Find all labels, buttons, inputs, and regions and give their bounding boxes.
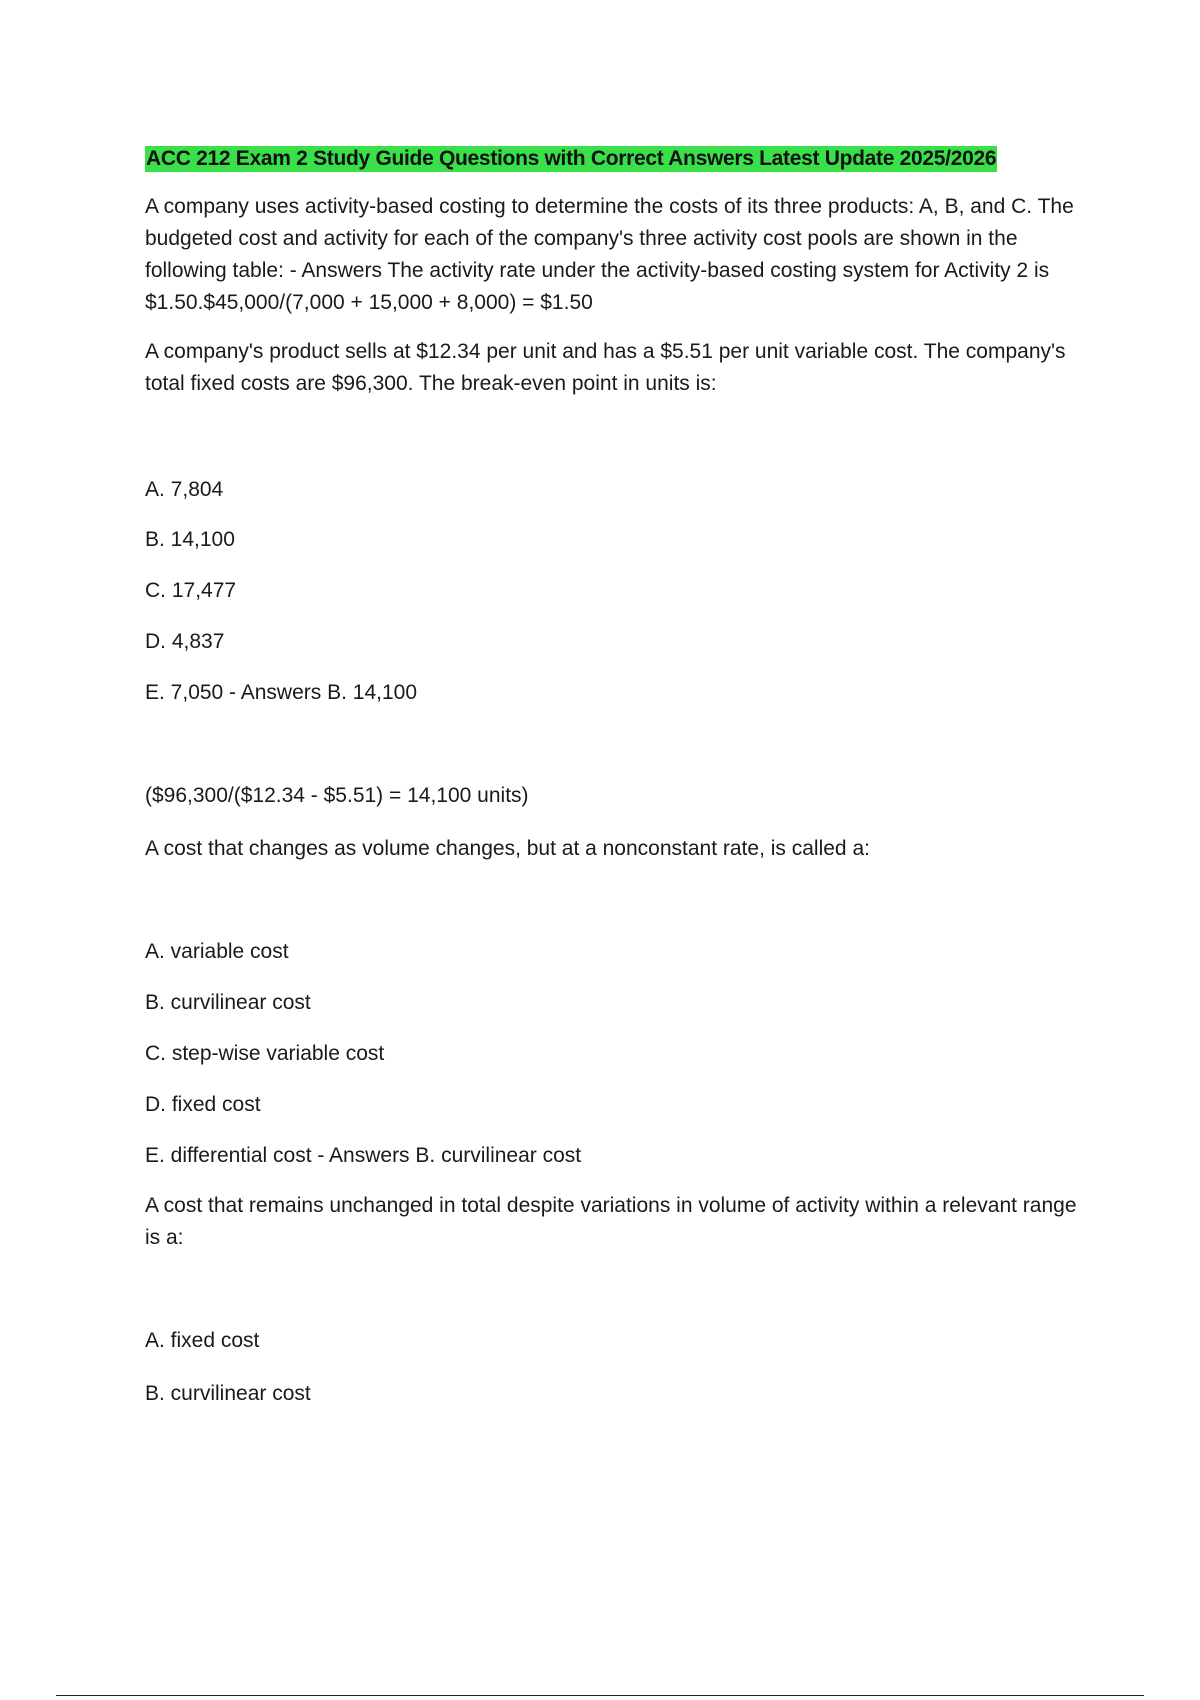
question-2-option-b: B. 14,100 xyxy=(145,528,235,551)
question-2-option-a: A. 7,804 xyxy=(145,478,224,501)
question-4-option-a: A. fixed cost xyxy=(145,1329,260,1352)
question-2-option-c: C. 17,477 xyxy=(145,579,237,602)
question-3-option-e: E. differential cost - Answers B. curvilinear cost xyxy=(145,1144,582,1167)
footer-divider xyxy=(56,1695,1144,1696)
question-2-explanation: ($96,300/($12.34 - $5.51) = 14,100 units) xyxy=(145,784,529,807)
question-2-option-e: E. 7,050 - Answers B. 14,100 xyxy=(145,681,417,704)
question-1-text: A company uses activity-based costing to determine the costs of its three products: A, B, and C. The budgeted cost and activity for each of the company's three activity cost pools are shown in the following table: - Answers The activity rate under the activity-based costing system for Activity 2 is $1.50.$45,000/(7,000 + 15,000 + 8,000) = $1.50 xyxy=(145,195,1074,314)
question-3-option-a: A. variable cost xyxy=(145,940,289,963)
document-title: ACC 212 Exam 2 Study Guide Questions with Correct Answers Latest Update 2025/2026 xyxy=(146,147,997,170)
question-3-option-b: B. curvilinear cost xyxy=(145,991,311,1014)
question-4-option-b: B. curvilinear cost xyxy=(145,1382,311,1405)
question-3-option-c: C. step-wise variable cost xyxy=(145,1042,385,1065)
question-3-option-d: D. fixed cost xyxy=(145,1093,261,1116)
question-3-text: A cost that changes as volume changes, but at a nonconstant rate, is called a: xyxy=(145,837,870,860)
question-2-text: A company's product sells at $12.34 per unit and has a $5.51 per unit variable cost. The company's total fixed costs are $96,300. The break-even point in units is: xyxy=(145,340,1066,395)
question-4-text: A cost that remains unchanged in total despite variations in volume of activity within a relevant range is a: xyxy=(145,1194,1077,1249)
question-2-option-d: D. 4,837 xyxy=(145,630,225,653)
